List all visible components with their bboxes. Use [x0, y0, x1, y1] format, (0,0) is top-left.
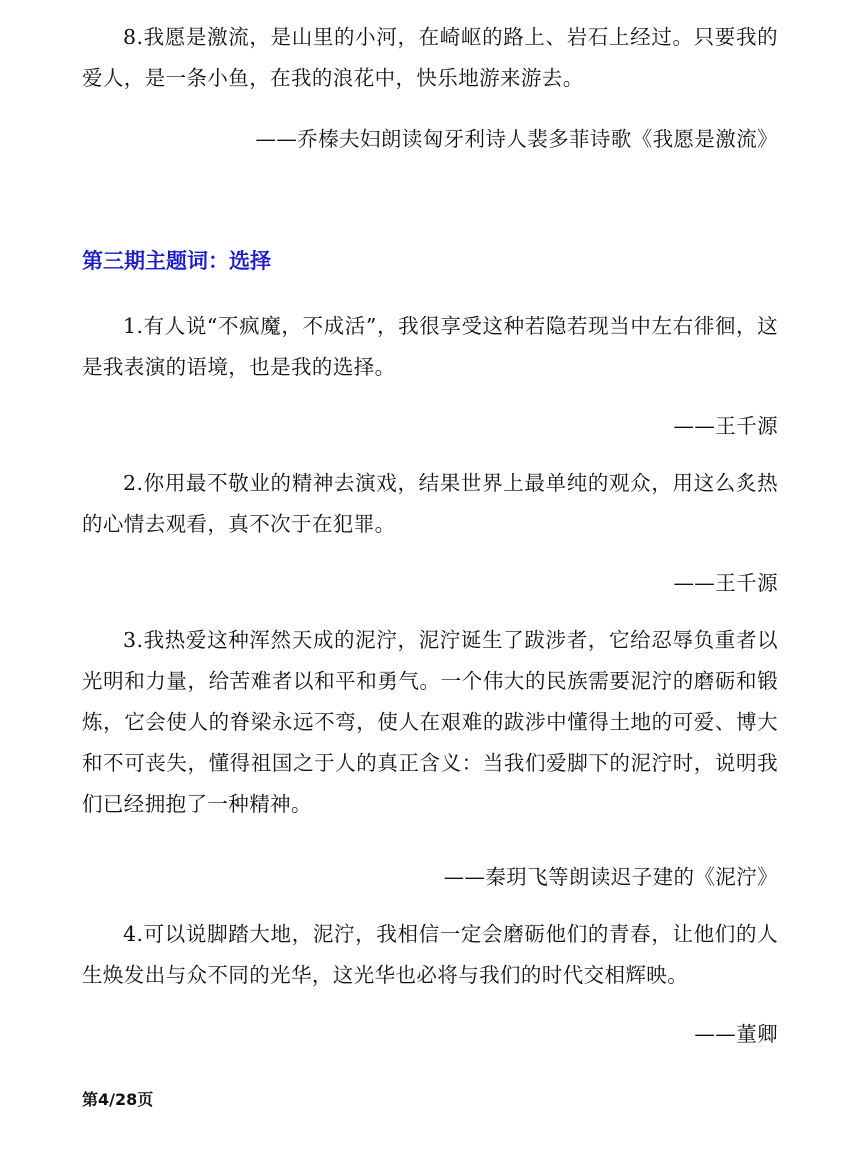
quote-text: 你用最不敬业的精神去演戏，结果世界上最单纯的观众，用这么炙热的心情去观看，真不次于在犯罪。 — [82, 471, 778, 536]
page-number: 第4/28页 — [82, 1090, 154, 1109]
quote-attribution: ——乔榛夫妇朗读匈牙利诗人裴多菲诗歌《我愿是激流》 — [255, 127, 778, 151]
quote-paragraph — [82, 914, 778, 996]
quote-number: 4. — [123, 922, 144, 946]
quote-number: 3. — [123, 628, 144, 652]
quote-paragraph — [82, 463, 778, 545]
quote-attribution: ——王千源 — [673, 414, 778, 438]
quote-number: 2. — [123, 471, 144, 495]
quote-number: 8. — [123, 25, 144, 49]
quote-paragraph — [82, 306, 778, 388]
quote-number: 1. — [123, 314, 144, 338]
quote-attribution: ——董卿 — [694, 1022, 778, 1046]
quote-attribution: ——王千源 — [673, 571, 778, 595]
section-heading: 第三期主题词：选择 — [82, 249, 271, 273]
quote-attribution: ——秦玥飞等朗读迟子建的《泥泞》 — [443, 865, 778, 889]
quote-text: 我热爱这种浑然天成的泥泞，泥泞诞生了跋涉者，它给忍辱负重者以光明和力量，给苦难者以和平和勇气。一个伟大的民族需要泥泞的磨砺和锻炼，它会使人的脊梁永远不弯，使人在艰难的跋涉中懂得土地的可爱、博大和不可丧失，懂得祖国之于人的真正含义：当我们爱脚下的泥泞时，说明我们已经拥抱了一种精神。 — [82, 628, 778, 816]
quote-paragraph — [82, 17, 778, 99]
quote-text: 我愿是激流，是山里的小河，在崎岖的路上、岩石上经过。只要我的爱人，是一条小鱼，在我的浪花中，快乐地游来游去。 — [82, 25, 778, 90]
quote-text: 可以说脚踏大地，泥泞，我相信一定会磨砺他们的青春，让他们的人生焕发出与众不同的光华，这光华也必将与我们的时代交相辉映。 — [82, 922, 778, 987]
quote-paragraph — [82, 620, 778, 825]
quote-text: 有人说“不疯魔，不成活”，我很享受这种若隐若现当中左右徘徊，这是我表演的语境，也是我的选择。 — [82, 314, 778, 379]
